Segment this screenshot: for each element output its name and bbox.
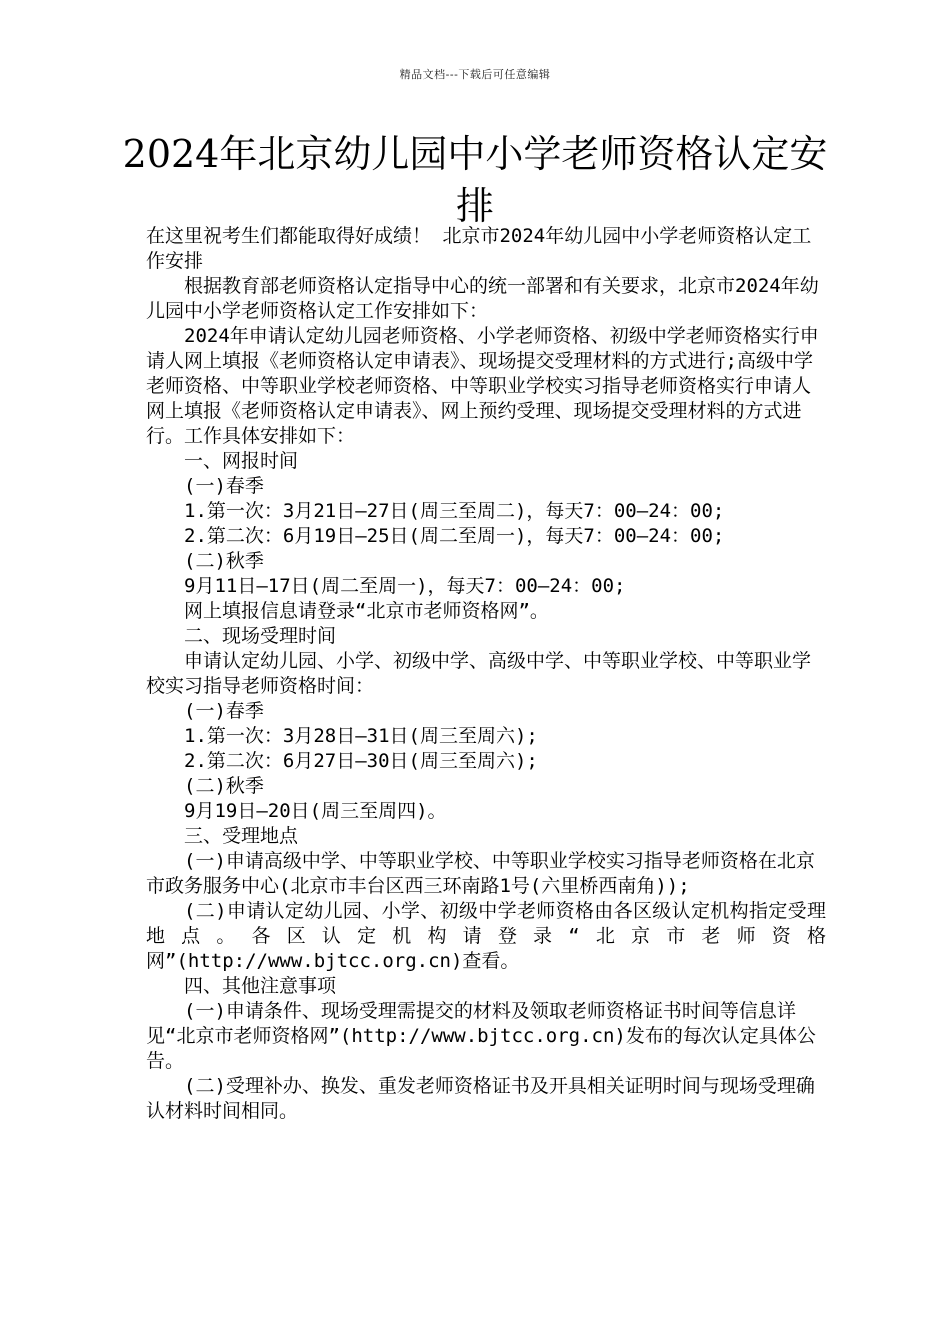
paragraph: 在这里祝考生们都能取得好成绩！ 北京市2024年幼儿园中小学老师资格认定工作安排: [146, 225, 812, 272]
subsection-heading: (一)春季: [184, 700, 264, 722]
list-item: 1.第一次：3月28日—31日(周三至周六);: [184, 725, 538, 747]
list-item: 2.第二次：6月27日—30日(周三至周六);: [184, 750, 538, 772]
paragraph: 根据教育部老师资格认定指导中心的统一部署和有关要求，北京市2024年幼儿园中小学老师资格认定工作安排如下：: [146, 275, 819, 322]
list-item: 9月11日—17日(周二至周一)，每天7：00—24：00;: [184, 575, 626, 597]
section-heading: 三、受理地点: [184, 825, 299, 847]
subsection-heading: (二)秋季: [184, 775, 264, 797]
paragraph: (二)申请认定幼儿园、小学、初级中学老师资格由各区级认定机构指定受理地点。各区认定机构请登录“北京市老师资格网”(http://www.bjtcc.org.cn)查看。: [146, 900, 826, 972]
list-item: 1.第一次：3月21日—27日(周三至周二)，每天7：00—24：00;: [184, 500, 725, 522]
paragraph: (一)申请条件、现场受理需提交的材料及领取老师资格证书时间等信息详见“北京市老师资格网”(http://www.bjtcc.org.cn)发布的每次认定具体公告。: [146, 1000, 816, 1072]
subsection-heading: (一)春季: [184, 475, 264, 497]
page-header-note: 精品文档---下载后可任意编辑: [399, 68, 551, 81]
list-item: 9月19日—20日(周三至周四)。: [184, 800, 447, 822]
section-heading: 一、网报时间: [184, 450, 299, 472]
document-body: [146, 224, 826, 1124]
list-item: 2.第二次：6月19日—25日(周二至周一)，每天7：00—24：00;: [184, 525, 725, 547]
paragraph: (一)申请高级中学、中等职业学校、中等职业学校实习指导老师资格在北京市政务服务中心(北京市丰台区西三环南路1号(六里桥西南角));: [146, 850, 815, 897]
paragraph: (二)受理补办、换发、重发老师资格证书及开具相关证明时间与现场受理确认材料时间相同。: [146, 1075, 815, 1122]
section-heading: 二、现场受理时间: [184, 625, 337, 647]
section-heading: 四、其他注意事项: [184, 975, 337, 997]
paragraph: 申请认定幼儿园、小学、初级中学、高级中学、中等职业学校、中等职业学校实习指导老师资格时间：: [146, 650, 812, 697]
paragraph: 网上填报信息请登录“北京市老师资格网”。: [184, 600, 549, 622]
document-title: 2024年北京幼儿园中小学老师资格认定安排: [122, 132, 828, 228]
paragraph: 2024年申请认定幼儿园老师资格、小学老师资格、初级中学老师资格实行申请人网上填报《老师资格认定申请表》、现场提交受理材料的方式进行;高级中学老师资格、中等职业学校老师资格、中等职业学校实习指导老师资格实行申请人网上填报《老师资格认定申请表》、网上预约受理、现场提交受理材料的方式进行。工作具体安排如下：: [146, 325, 819, 447]
subsection-heading: (二)秋季: [184, 550, 264, 572]
